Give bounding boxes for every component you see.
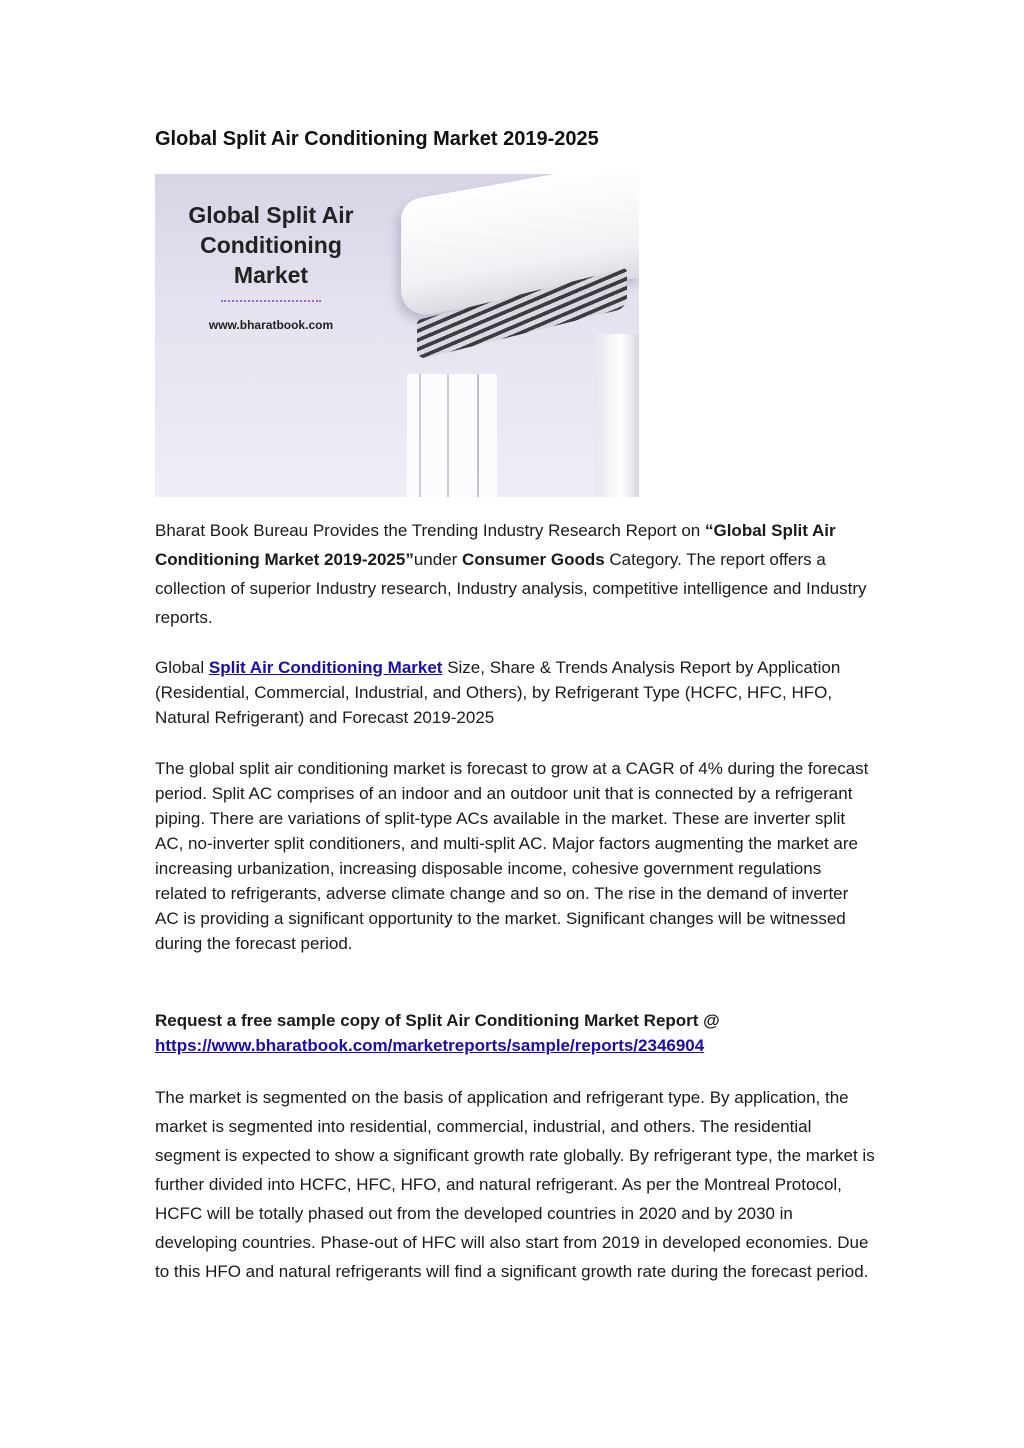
hero-image [155,174,639,497]
hero-divider [221,300,321,302]
report-text-1: Global [155,658,209,677]
page-title: Global Split Air Conditioning Market 2019-2025 [155,128,599,150]
sample-request [155,1008,875,1058]
sample-request-text: Request a free sample copy of Split Air Conditioning Market Report @ [155,1011,720,1030]
intro-report-title: “Global Split Air Conditioning Market 2019-2025” [155,521,836,569]
intro-paragraph [155,516,875,632]
hero-heading: Global Split Air Conditioning Market [188,202,354,288]
hero-url: www.bharatbook.com [208,318,334,332]
overview-paragraph: The global split air conditioning market is forecast to grow at a CAGR of 4% during the forecast period. Split AC comprises of an indoor and an outdoor unit that is connected by a refrigerant piping. There are variations of split-type ACs available in the market. These are inverter split AC, no-inverter split conditioners, and multi-split AC. Major factors augmenting the market are increasing urbanization, increasing disposable income, cohesive government regulations related to refrigerants, adverse climate change and so on. The rise in the demand of inverter AC is providing a significant opportunity to the market. Significant changes will be witnessed during the forecast period. [155,759,869,953]
intro-text-3: Category. The report offers a collection of superior Industry research, Industry analysis, competitive intelligence and Industry reports. [155,550,867,627]
report-description [155,655,875,730]
segmentation-paragraph: The market is segmented on the basis of application and refrigerant type. By application, the market is segmented into residential, commercial, industrial, and others. The residential segment is expected to show a significant growth rate globally. By refrigerant type, the market is further divided into HCFC, HFC, HFO, and natural refrigerant. As per the Montreal Protocol, HCFC will be totally phased out from the developed countries in 2020 and by 2030 in developing countries. Phase-out of HFC will also start from 2019 in developed economies. Due to this HFO and natural refrigerants will find a significant growth rate during the forecast period. [155,1088,875,1281]
window-blinds [407,374,497,497]
intro-text-2: under [413,550,463,569]
intro-category: Consumer Goods [462,550,605,569]
market-link[interactable]: Split Air Conditioning Market [208,658,443,677]
wall-pillar [595,334,639,497]
hero-text-block [155,200,387,332]
report-text-2: Size, Share & Trends Analysis Report by Application (Residential, Commercial, Industrial, and Others), by Refrigerant Type (HCFC, HFC, HFO, Natural Refrigerant) and Forecast 2019-2025 [155,658,841,727]
sample-request-link[interactable]: https://www.bharatbook.com/marketreports/sample/reports/2346904 [155,1036,705,1055]
intro-text-1: Bharat Book Bureau Provides the Trending Industry Research Report on [155,521,705,540]
